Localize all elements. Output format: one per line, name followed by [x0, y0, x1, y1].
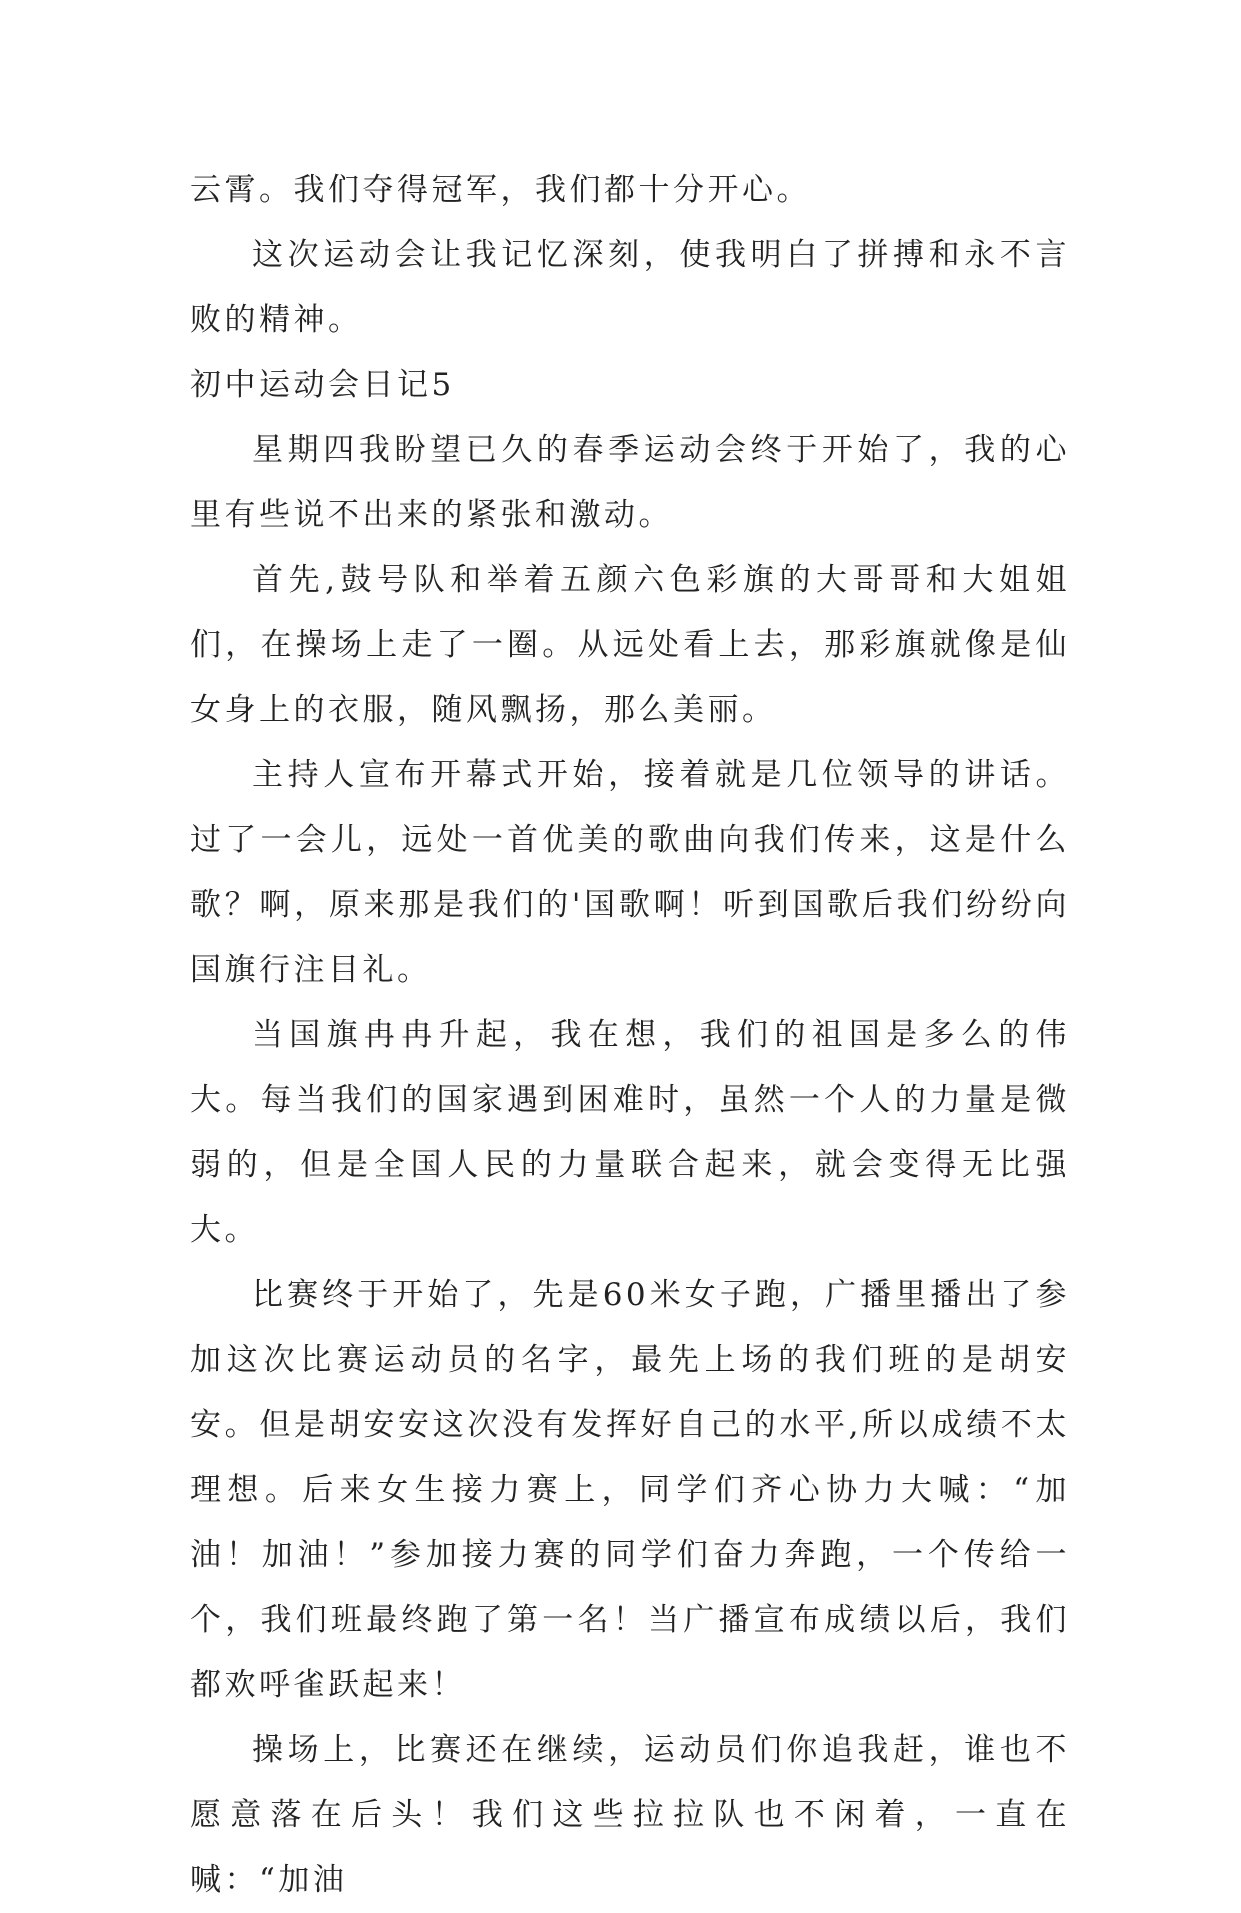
document-body [190, 158, 1070, 1913]
paragraph: 星期四我盼望已久的春季运动会终于开始了，我的心里有些说不出来的紧张和激动。 [190, 432, 1070, 533]
paragraph: 主持人宣布开幕式开始，接着就是几位领导的讲话。过了一会儿，远处一首优美的歌曲向我们传来，这是什么歌？啊，原来那是我们的'国歌啊！听到国歌后我们纷纷向国旗行注目礼。 [190, 757, 1070, 988]
paragraph: 这次运动会让我记忆深刻，使我明白了拼搏和永不言败的精神。 [190, 237, 1070, 338]
paragraph: 云霄。我们夺得冠军，我们都十分开心。 [190, 172, 811, 208]
paragraph: 操场上，比赛还在继续，运动员们你追我赶，谁也不愿意落在后头！我们这些拉拉队也不闲着，一直在喊：“加油 [190, 1732, 1070, 1898]
paragraph: 首先,鼓号队和举着五颜六色彩旗的大哥哥和大姐姐们，在操场上走了一圈。从远处看上去，那彩旗就像是仙女身上的衣服，随风飘扬，那么美丽。 [190, 562, 1070, 728]
section-heading: 初中运动会日记5 [190, 367, 455, 403]
paragraph: 当国旗冉冉升起，我在想，我们的祖国是多么的伟大。每当我们的国家遇到困难时，虽然一个人的力量是微弱的，但是全国人民的力量联合起来，就会变得无比强大。 [190, 1017, 1070, 1248]
paragraph: 比赛终于开始了，先是60米女子跑，广播里播出了参加这次比赛运动员的名字，最先上场的我们班的是胡安安。但是胡安安这次没有发挥好自己的水平,所以成绩不太理想。后来女生接力赛上，同学们齐心协力大喊：“加油！加油！”参加接力赛的同学们奋力奔跑，一个传给一个，我们班最终跑了第一名！当广播宣布成绩以后，我们都欢呼雀跃起来！ [190, 1277, 1070, 1703]
